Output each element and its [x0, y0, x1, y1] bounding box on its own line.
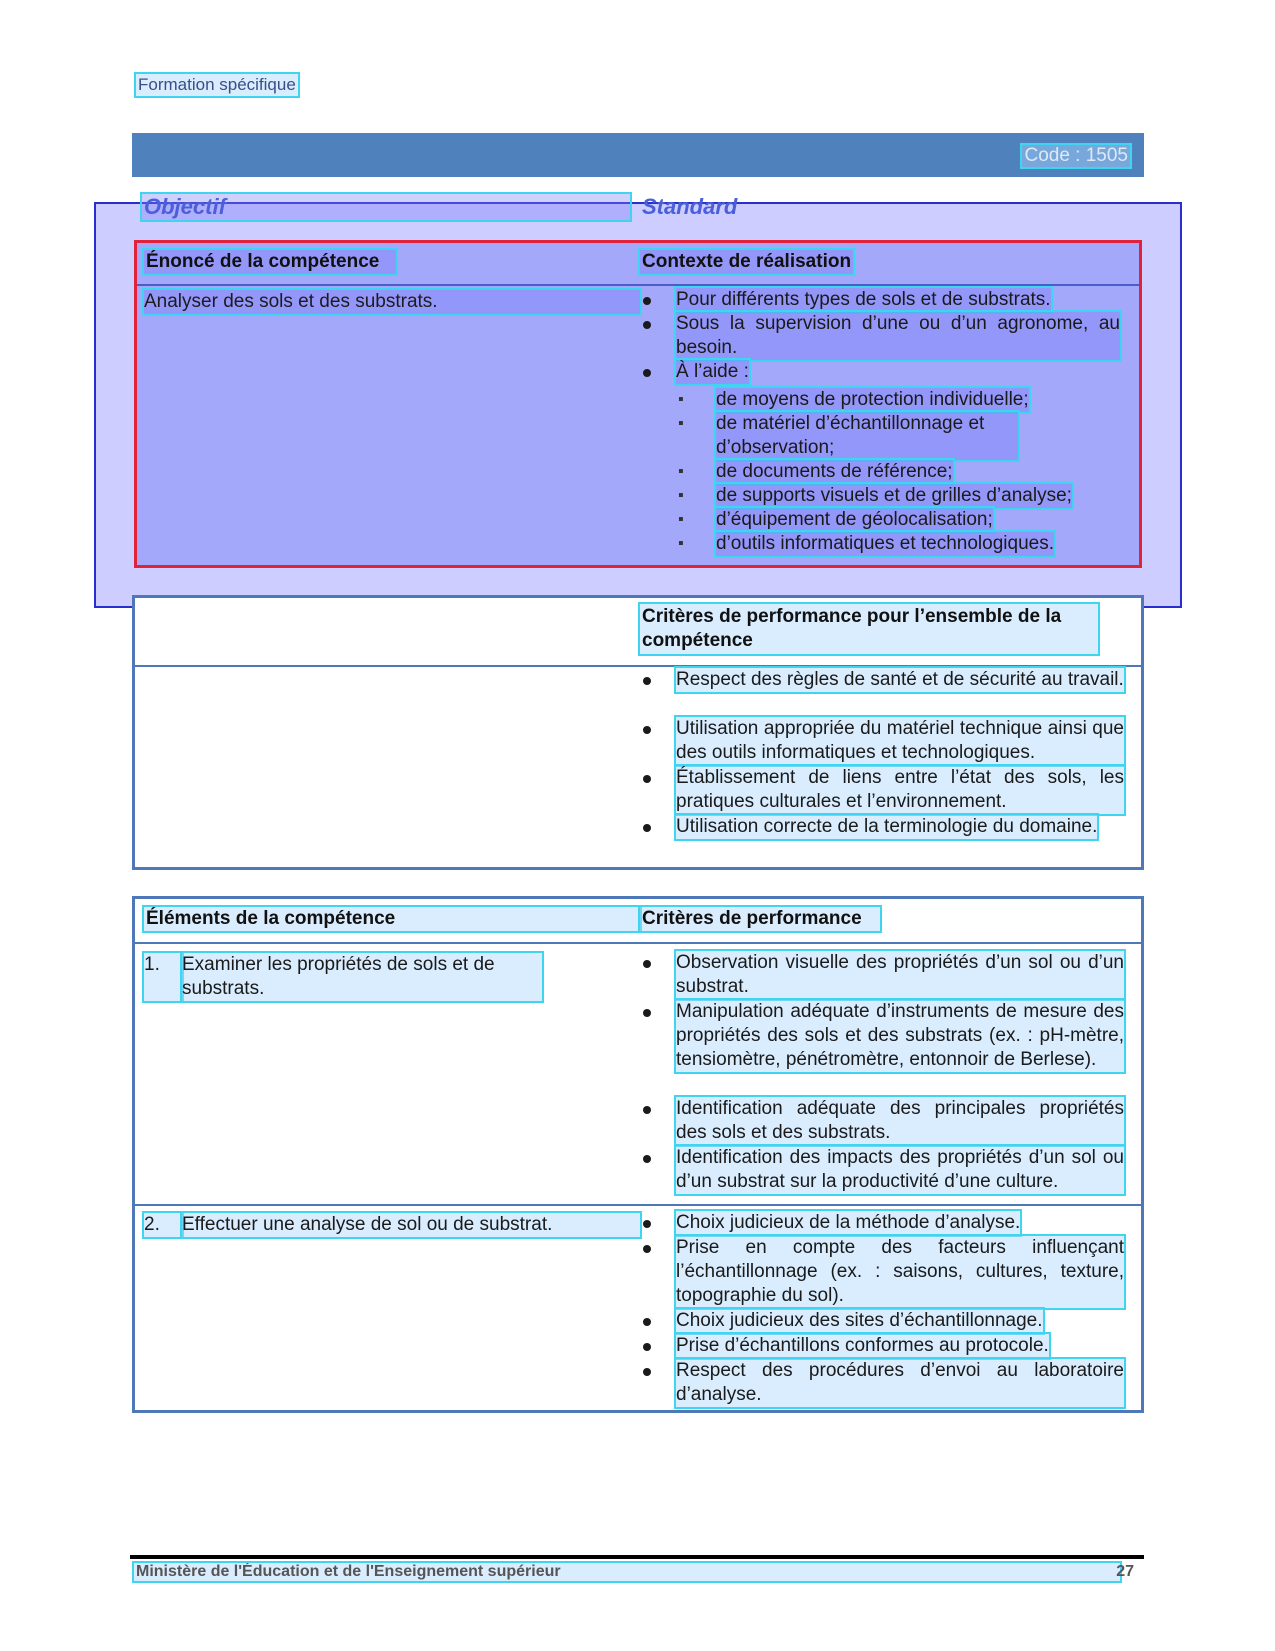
- performance-criteria-item: Prise d’échantillons conformes au protocole.: [640, 1334, 1124, 1358]
- aide-item: ▪ d’équipement de géolocalisation;: [678, 509, 993, 530]
- enonce-header: Énoncé de la compétence: [144, 250, 396, 274]
- performance-criteria-item: Respect des procédures d’envoi au laboratoire d’analyse.: [640, 1359, 1124, 1407]
- bullet-icon: [643, 1245, 651, 1253]
- element-number: 2.: [144, 1213, 182, 1237]
- bullet-icon: [643, 775, 651, 783]
- performance-header: Critères de performance: [640, 907, 880, 931]
- performance-criteria-item: Prise en compte des facteurs influençant l’échantillonnage (ex. : saisons, cultures, texture, topographie du sol).: [640, 1236, 1124, 1308]
- aide-item: ▪ de supports visuels et de grilles d’analyse;: [678, 485, 1072, 506]
- bullet-icon: [643, 321, 651, 329]
- context-item: Pour différents types de sols et de substrats.: [640, 288, 1120, 312]
- bullet-icon: [643, 1106, 651, 1114]
- performance-criteria-item: Choix judicieux des sites d’échantillonnage.: [640, 1309, 1124, 1333]
- square-bullet-icon: ▪: [678, 415, 684, 432]
- square-bullet-icon: ▪: [678, 463, 684, 480]
- square-bullet-icon: ▪: [678, 487, 684, 504]
- aide-item: ▪ d’outils informatiques et technologiques.: [678, 533, 1054, 554]
- performance-criteria-item: Identification des impacts des propriétés d’un sol ou d’un substrat sur la productivité d’une culture.: [640, 1146, 1124, 1194]
- bullet-icon: [643, 960, 651, 968]
- competency-statement: Analyser des sols et des substrats.: [144, 290, 640, 314]
- bullet-icon: [643, 1009, 651, 1017]
- overall-criteria-item: Respect des règles de santé et de sécurité au travail.: [640, 668, 1124, 692]
- square-bullet-icon: ▪: [678, 511, 684, 528]
- bullet-icon: [643, 1155, 651, 1163]
- aide-item: ▪ de moyens de protection individuelle;: [678, 389, 1029, 410]
- square-bullet-icon: ▪: [678, 391, 684, 408]
- context-item: À l’aide :: [640, 360, 1120, 384]
- square-bullet-icon: ▪: [678, 535, 684, 552]
- bullet-icon: [643, 1220, 651, 1228]
- aide-item: ▪ de matériel d’échantillonnage et d’observation;: [678, 412, 1018, 460]
- performance-criteria-item: Observation visuelle des propriétés d’un sol ou d’un substrat.: [640, 951, 1124, 999]
- overall-criteria-item: Utilisation correcte de la terminologie du domaine.: [640, 815, 1124, 839]
- performance-criteria-item: Identification adéquate des principales propriétés des sols et des substrats.: [640, 1097, 1124, 1145]
- table-divider: [135, 1204, 1141, 1206]
- bullet-icon: [643, 824, 651, 832]
- aide-item: ▪ de documents de référence;: [678, 461, 953, 482]
- bullet-icon: [643, 1343, 651, 1351]
- code-band: [132, 133, 1144, 177]
- element-row-1: [144, 953, 640, 1001]
- performance-criteria-item: Manipulation adéquate d’instruments de mesure des propriétés des sols et des substrats (ex. : pH-mètre, tensiomètre, pénétromètre, entonnoir de Berlese).: [640, 1000, 1124, 1072]
- bullet-icon: [643, 726, 651, 734]
- objective-title: Objectif: [142, 194, 630, 220]
- page-number: 27: [1116, 1563, 1134, 1580]
- performance-criteria-item: Choix judicieux de la méthode d’analyse.: [640, 1211, 1124, 1235]
- element-text: Examiner les propriétés de sols et de substrats.: [182, 953, 542, 1001]
- element-number: 1.: [144, 953, 182, 1001]
- context-header: Contexte de réalisation: [642, 251, 852, 272]
- overall-criteria-item: Utilisation appropriée du matériel technique ainsi que des outils informatiques et technologiques.: [640, 717, 1124, 765]
- competency-code: Code : 1505: [1024, 145, 1128, 166]
- bullet-icon: [643, 1368, 651, 1376]
- standard-title: Standard: [642, 194, 738, 219]
- footer-rule: [130, 1555, 1144, 1559]
- bullet-icon: [643, 1318, 651, 1326]
- element-row-2: [144, 1213, 640, 1237]
- footer-ministry: Ministère de l'Éducation et de l'Enseignement supérieur: [134, 1563, 1120, 1581]
- overall-criteria-header: Critères de performance pour l’ensemble de la compétence: [640, 604, 1098, 654]
- table-divider: [135, 665, 1141, 667]
- table-divider: [135, 942, 1141, 944]
- table-divider: [137, 284, 1139, 286]
- bullet-icon: [643, 297, 651, 305]
- bullet-icon: [643, 369, 651, 377]
- overall-criteria-item: Établissement de liens entre l’état des sols, les pratiques culturales et l’environnement.: [640, 766, 1124, 814]
- bullet-icon: [643, 677, 651, 685]
- elements-header: Éléments de la compétence: [144, 907, 640, 931]
- element-text: Effectuer une analyse de sol ou de substrat.: [182, 1213, 640, 1237]
- context-item: Sous la supervision d’une ou d’un agronome, au besoin.: [640, 312, 1120, 360]
- running-head: Formation spécifique: [138, 75, 296, 94]
